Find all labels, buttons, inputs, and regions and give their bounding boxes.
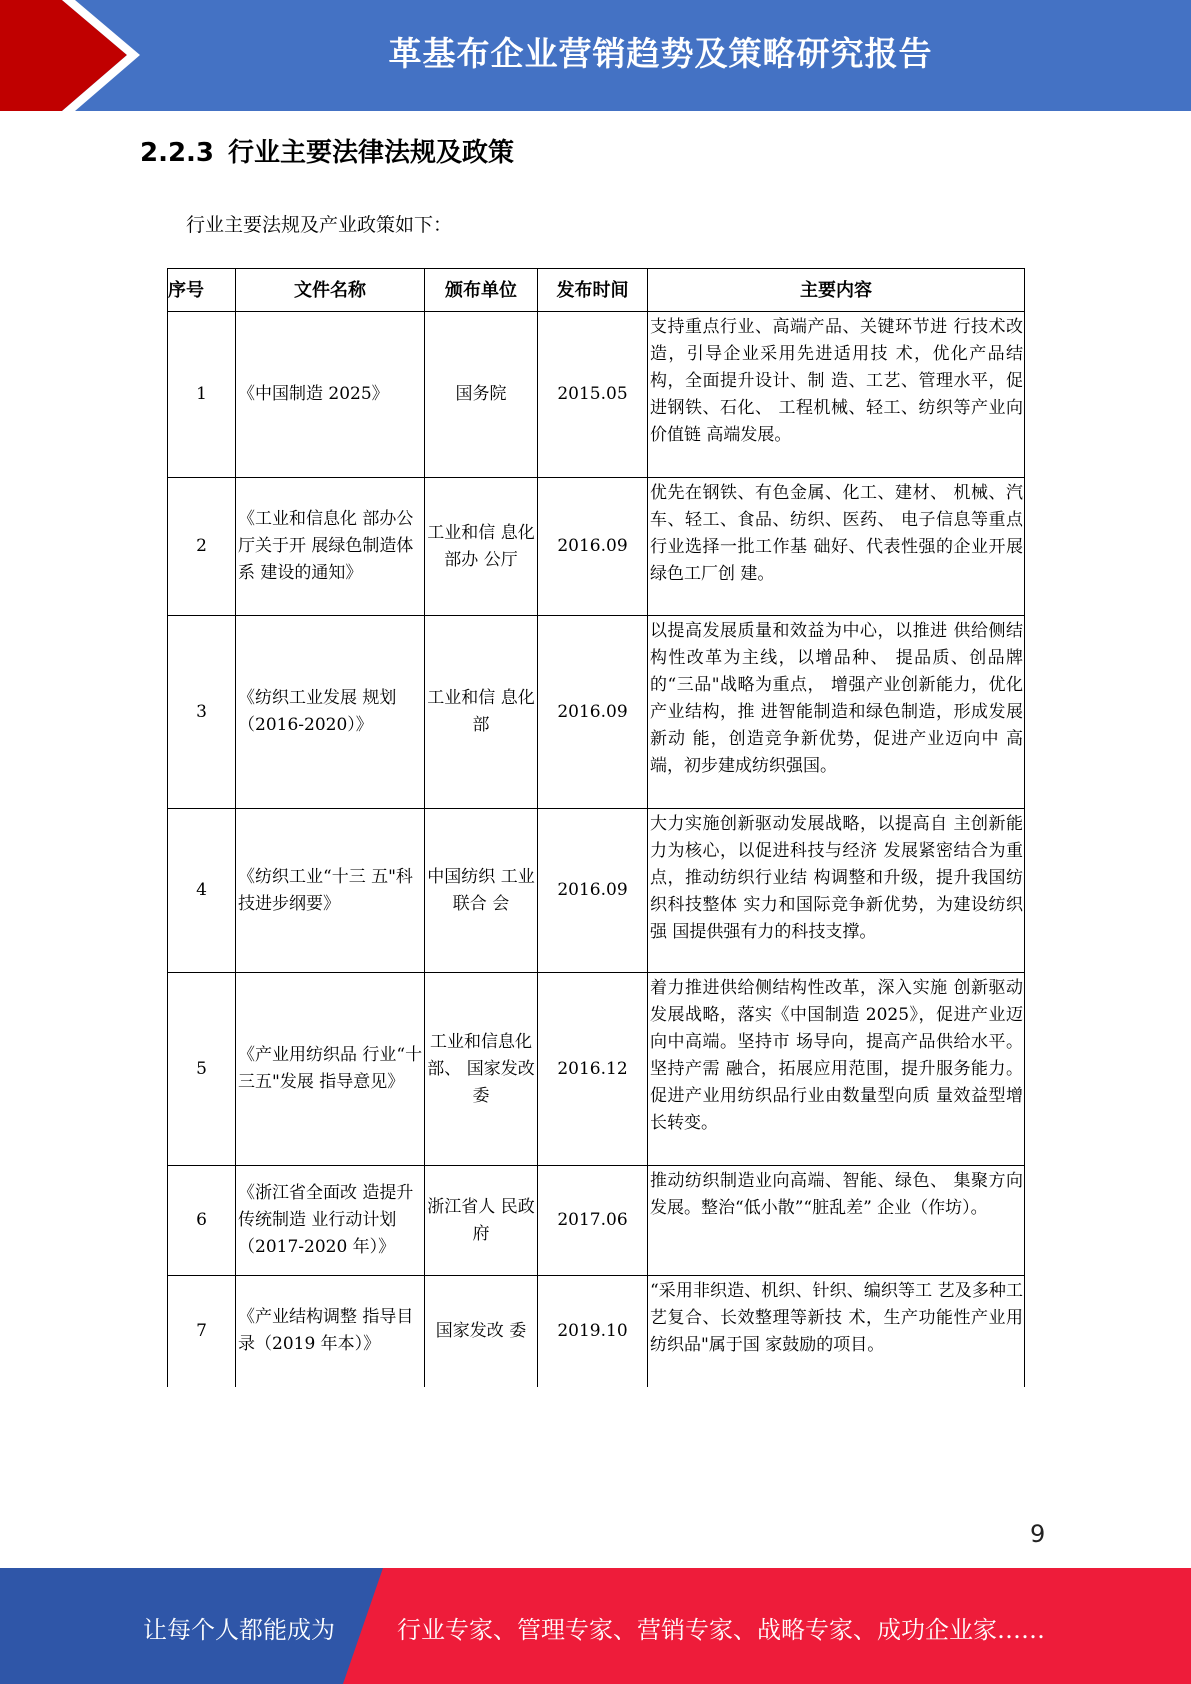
table-row — [168, 312, 1025, 478]
intro-paragraph: 行业主要法规及产业政策如下： — [186, 214, 453, 236]
header-content: 主要内容 — [648, 269, 1025, 312]
cell-seq: 6 — [168, 1166, 236, 1276]
cell-content: 以提高发展质量和效益为中心，以推进 供给侧结构性改革为主线，以增品种、 提品质、创品牌的“三品"战略为重点， 增强产业创新能力，优化产业结构，推 进智能制造和绿色制造，形成发展新动 能，创造竞争新优势，促进产业迈向中 高端，初步建成纺织强国。 — [648, 616, 1025, 809]
report-title: 革基布企业营销趋势及策略研究报告 — [388, 34, 933, 73]
cell-seq: 1 — [168, 312, 236, 478]
table-row — [168, 1276, 1025, 1387]
header-seq: 序号 — [168, 269, 236, 312]
footer-slogan-right: 行业专家、管理专家、营销专家、战略专家、成功企业家…… — [397, 1616, 1045, 1644]
cell-name: 《纺织工业发展 规划（2016-2020）》 — [236, 616, 425, 809]
cell-unit: 工业和信 息化部办 公厅 — [425, 478, 538, 616]
header-unit: 颁布单位 — [425, 269, 538, 312]
cell-content: 支持重点行业、高端产品、关键环节进 行技术改造，引导企业采用先进适用技 术，优化产品结构，全面提升设计、制 造、工艺、管理水平，促进钢铁、石化、 工程机械、轻工、纺织等产业向价值链 高端发展。 — [648, 312, 1025, 478]
cell-name: 《纺织工业“十三 五"科技进步纲要》 — [236, 809, 425, 973]
cell-seq: 5 — [168, 973, 236, 1166]
cell-content: 着力推进供给侧结构性改革，深入实施 创新驱动发展战略，落实《中国制造 2025》，促进产业迈向中高端。坚持市 场导向，提高产品供给水平。坚持产需 融合，拓展应用范围，提升服务能力。 促进产业用纺织品行业由数量型向质 量效益型增长转变。 — [648, 973, 1025, 1166]
cell-name: 《产业用纺织品 行业“十三五"发展 指导意见》 — [236, 973, 425, 1166]
cell-seq: 3 — [168, 616, 236, 809]
footer-banner — [0, 1568, 1191, 1684]
cell-unit: 工业和信息化部、 国家发改 委 — [425, 973, 538, 1166]
policy-table — [167, 268, 1025, 1387]
section-number: 2.2.3 — [140, 138, 215, 168]
table-row — [168, 478, 1025, 616]
table-row — [168, 1166, 1025, 1276]
cell-unit: 中国纺织 工业联合 会 — [425, 809, 538, 973]
cell-unit: 浙江省人 民政府 — [425, 1166, 538, 1276]
cell-name: 《工业和信息化 部办公厅关于开 展绿色制造体系 建设的通知》 — [236, 478, 425, 616]
cell-date: 2016.12 — [538, 973, 648, 1166]
cell-date: 2017.06 — [538, 1166, 648, 1276]
cell-name: 《浙江省全面改 造提升传统制造 业行动计划 （2017-2020 年）》 — [236, 1166, 425, 1276]
cell-date: 2016.09 — [538, 616, 648, 809]
table-row — [168, 973, 1025, 1166]
header-banner — [0, 0, 1191, 111]
cell-seq: 4 — [168, 809, 236, 973]
cell-unit: 国务院 — [425, 312, 538, 478]
cell-unit: 工业和信 息化部 — [425, 616, 538, 809]
cell-date: 2016.09 — [538, 809, 648, 973]
cell-name: 《中国制造 2025》 — [236, 312, 425, 478]
cell-content: “采用非织造、机织、针织、编织等工 艺及多种工艺复合、长效整理等新技 术，生产功能性产业用纺织品"属于国 家鼓励的项目。 — [648, 1276, 1025, 1387]
cell-content: 优先在钢铁、有色金属、化工、建材、 机械、汽车、轻工、食品、纺织、医药、 电子信息等重点行业选择一批工作基 础好、代表性强的企业开展绿色工厂创 建。 — [648, 478, 1025, 616]
cell-seq: 2 — [168, 478, 236, 616]
table-row — [168, 809, 1025, 973]
footer-slogan-left: 让每个人都能成为 — [143, 1616, 335, 1644]
table-header-row — [168, 269, 1025, 312]
table-row — [168, 616, 1025, 809]
section-title: 行业主要法律法规及政策 — [228, 138, 515, 168]
cell-content: 大力实施创新驱动发展战略，以提高自 主创新能力为核心，以促进科技与经济 发展紧密结合为重点，推动纺织行业结 构调整和升级，提升我国纺织科技整体 实力和国际竞争新优势，为建设纺织强 国提供强有力的科技支撑。 — [648, 809, 1025, 973]
page-number: 9 — [1030, 1520, 1046, 1548]
chevron-arrow-icon — [0, 0, 160, 111]
section-heading — [140, 132, 514, 169]
cell-name: 《产业结构调整 指导目录（2019 年本）》 — [236, 1276, 425, 1387]
cell-unit: 国家发改 委 — [425, 1276, 538, 1387]
header-date: 发布时间 — [538, 269, 648, 312]
cell-date: 2019.10 — [538, 1276, 648, 1387]
cell-seq: 7 — [168, 1276, 236, 1387]
cell-content: 推动纺织制造业向高端、智能、绿色、 集聚方向发展。整治“低小散”“脏乱差” 企业（作坊）。 — [648, 1166, 1025, 1276]
cell-date: 2015.05 — [538, 312, 648, 478]
header-name: 文件名称 — [236, 269, 425, 312]
cell-date: 2016.09 — [538, 478, 648, 616]
